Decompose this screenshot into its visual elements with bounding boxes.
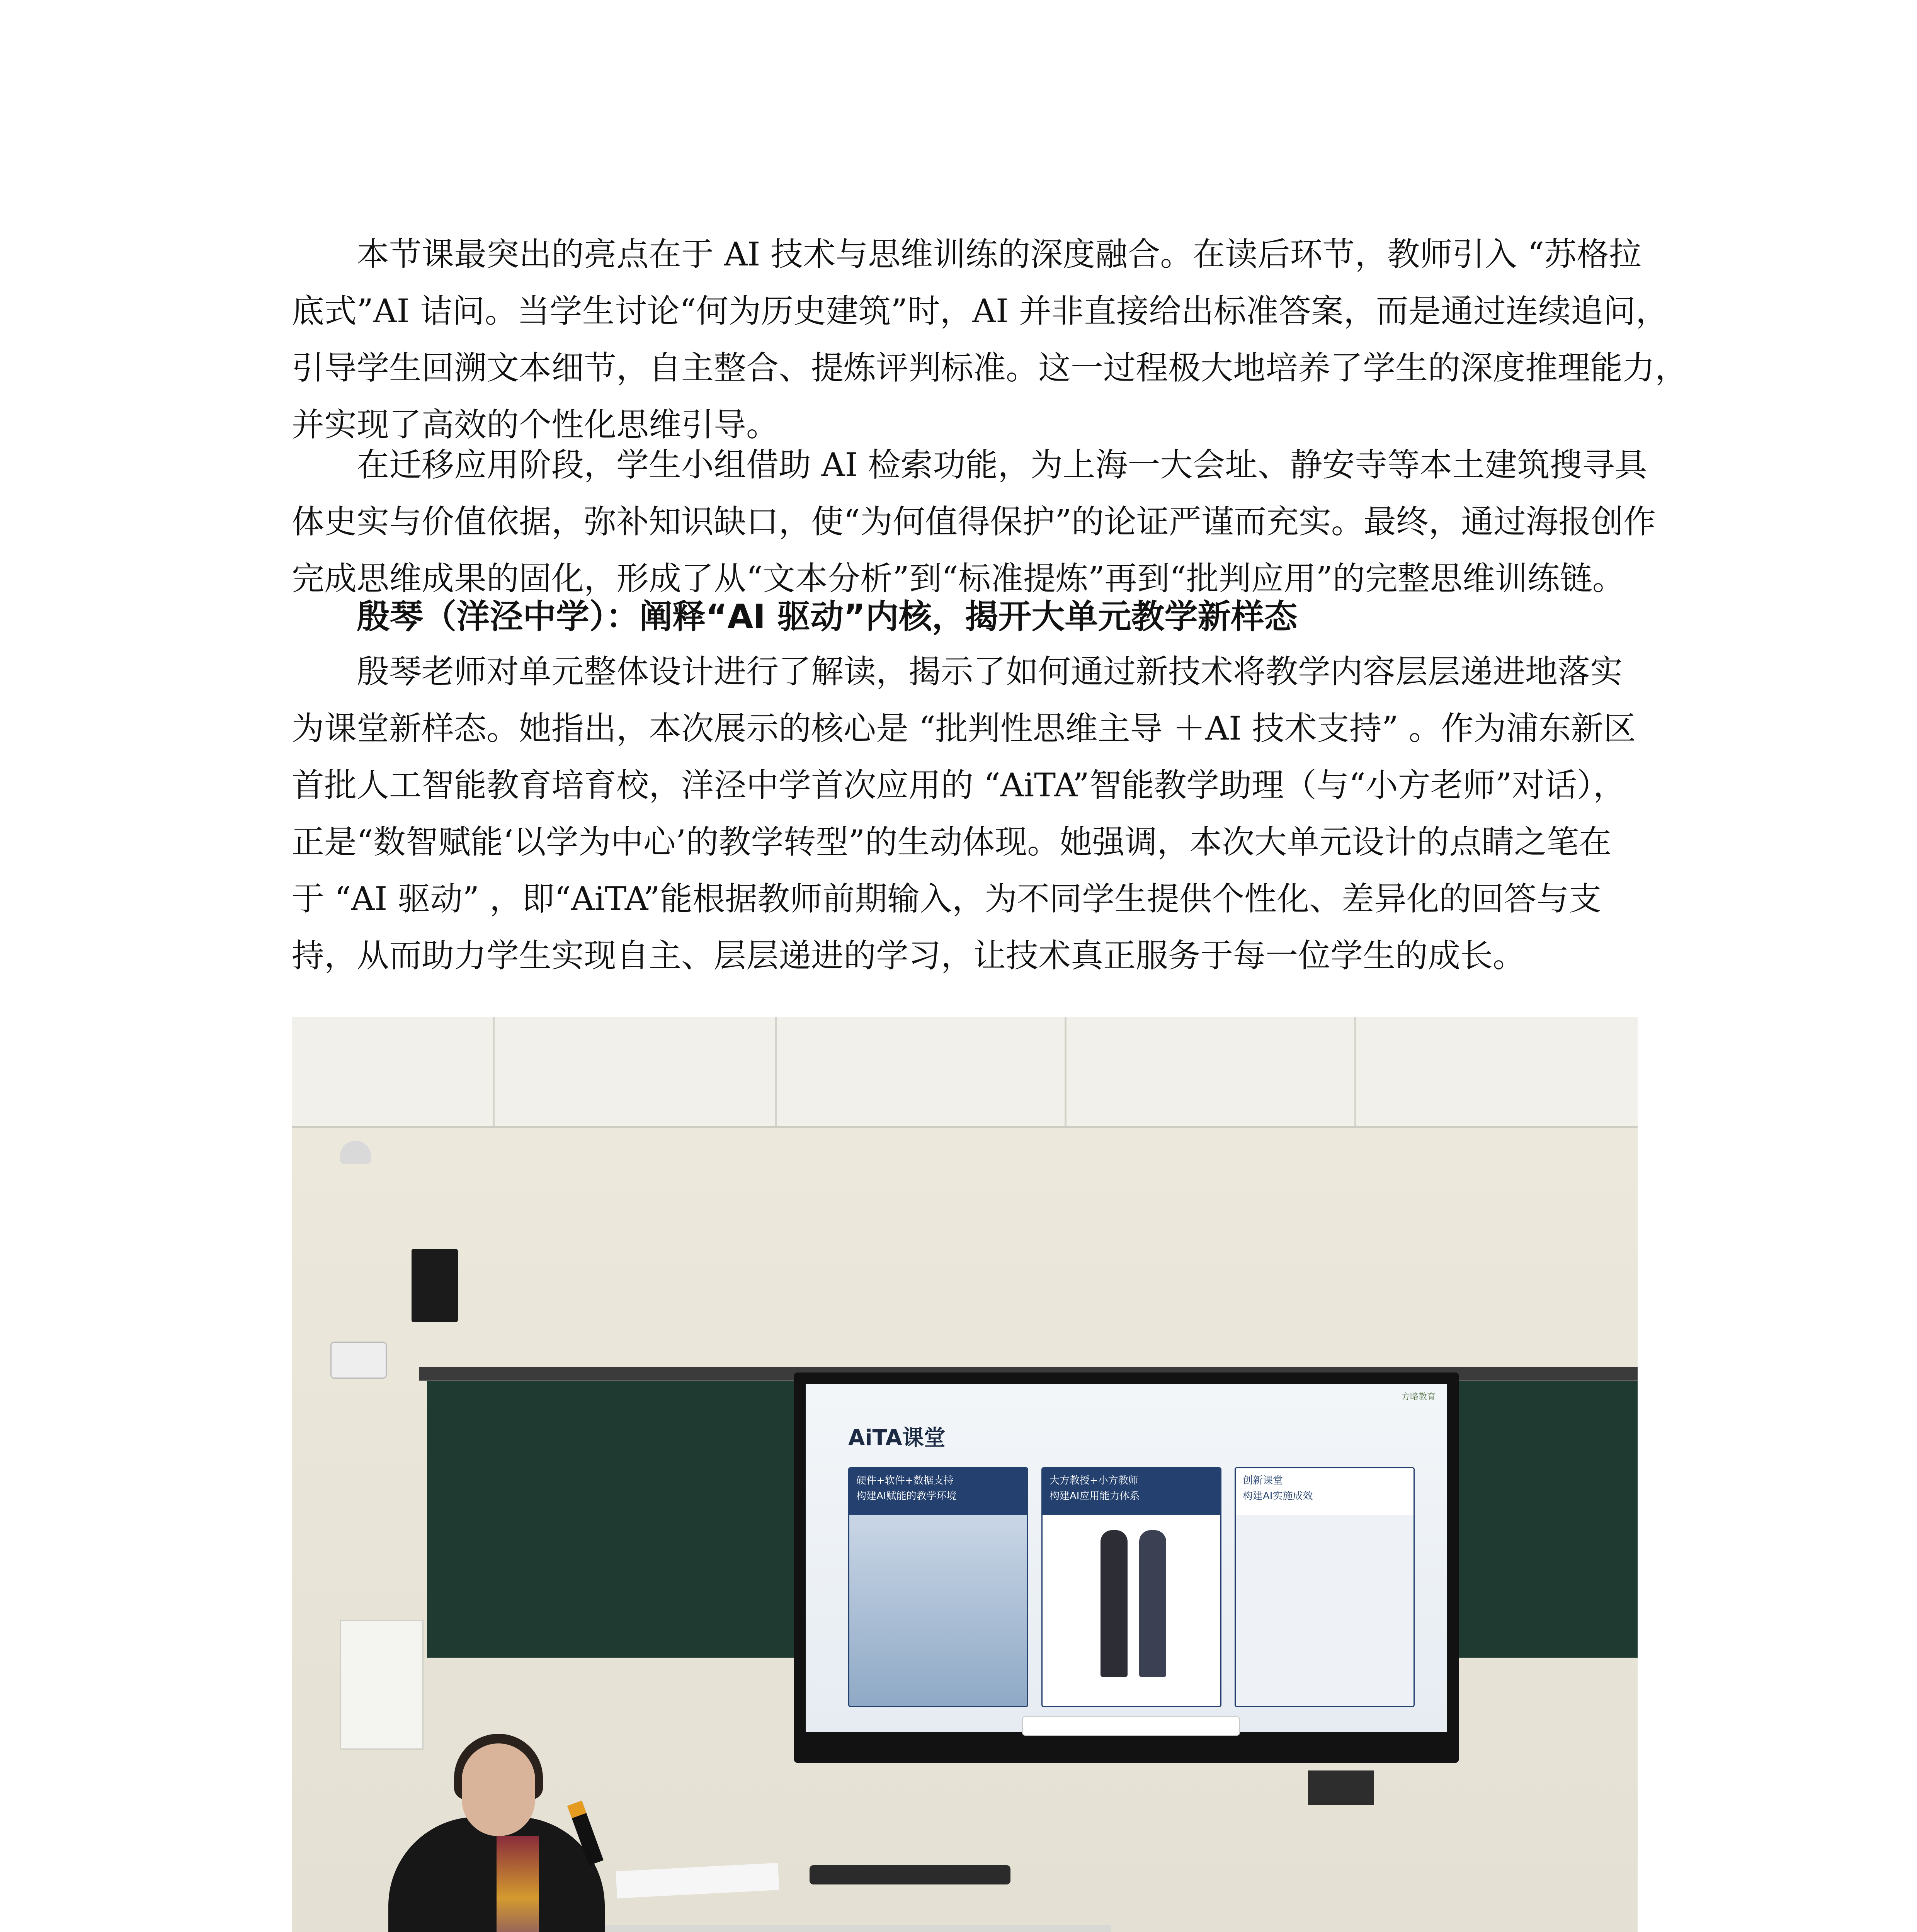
paragraph-highlight [292,226,1688,453]
slide-logo: 方略教育 [1401,1392,1436,1402]
card-header [849,1468,1027,1515]
ceiling-seam [493,1017,495,1126]
card-header [1043,1468,1220,1515]
scarf [497,1836,539,1932]
classroom-photo [292,1017,1638,1932]
card-header [1236,1468,1414,1515]
paragraph-yinqin [292,643,1638,984]
text-line: 并实现了高效的个性化思维引导。 [292,406,779,444]
text-line: 为课堂新样态。她指出，本次展示的核心是 “批判性思维主导 ＋AI 技术支持” 。作为浦东新区 [292,709,1636,747]
ceiling-seam [1354,1017,1356,1126]
paragraph-transfer [292,437,1656,607]
card-list [1236,1515,1414,1706]
slide-toolbar [1022,1716,1240,1736]
avatar-figure [1139,1530,1166,1677]
speaker-face [462,1743,535,1836]
text-line: 完成思维成果的固化，形成了从“文本分析”到“标准提炼”再到“批判应用”的完整思维训练链。 [292,560,1625,597]
text-line: 持，从而助力学生实现自主、层层递进的学习，让技术真正服务于每一位学生的成长。 [292,937,1526,975]
ceiling-seam [775,1017,777,1126]
ceiling-seam [1065,1017,1067,1126]
card-line: 构建AI赋能的教学环境 [856,1490,957,1502]
slide-card [1235,1467,1415,1707]
text-line: 正是“数智赋能‘以学为中心’的教学转型”的生动体现。她强调，本次大单元设计的点睛之笔在 [292,823,1612,861]
card-line: 构建AI应用能力体系 [1050,1490,1140,1502]
card-line: 构建AI实施成效 [1243,1490,1313,1502]
chalkboard-right [1455,1381,1638,1658]
wall-speaker [412,1249,458,1322]
wall-panel [340,1620,424,1750]
ptz-camera [330,1342,387,1379]
section-heading-yinqin: 殷琴（洋泾中学）：阐释“AI 驱动”内核，揭开大单元教学新样态 [357,597,1298,636]
card-line: 大方教授+小方教师 [1050,1475,1138,1486]
text-line: 引导学生回溯文本细节，自主整合、提炼评判标准。这一过程极大地培养了学生的深度推理能力， [292,349,1688,387]
avatar-render [1043,1515,1220,1706]
card-line: 硬件+软件+数据支持 [856,1475,954,1486]
text-line: 于 “AI 驱动” ，即“AiTA”能根据教师前期输入，为不同学生提供个性化、差异化的回答与支 [292,880,1602,918]
text-line: 底式”AI 诘问。当学生讨论“何为历史建筑”时，AI 并非直接给出标准答案，而是通过连续追问， [292,292,1668,330]
slide-card [1041,1467,1221,1707]
slide [806,1384,1447,1732]
podium [535,1925,1111,1932]
ceiling [292,1017,1638,1128]
text-line: 体史实与价值依据，弥补知识缺口，使“为何值得保护”的论证严谨而充实。最终，通过海报创作 [292,503,1656,541]
text-line: 本节课最突出的亮点在于 AI 技术与思维训练的深度融合。在读后环节，教师引入 “苏格拉 [357,235,1641,273]
text-line: 在迁移应用阶段，学生小组借助 AI 检索功能，为上海一大会址、静安寺等本土建筑搜寻具 [357,446,1647,484]
slide-card [848,1467,1028,1707]
card-line: 创新课堂 [1243,1475,1283,1486]
slide-title: AiTA课堂 [848,1425,946,1451]
wall-device [1308,1770,1374,1805]
chalkboard-left [427,1381,798,1658]
text-line: 首批人工智能教育培育校，洋泾中学首次应用的 “AiTA”智能教学助理（与“小方老师”对话）， [292,766,1626,804]
text-line: 殷琴老师对单元整体设计进行了解读，揭示了如何通过新技术将教学内容层层递进地落实 [357,653,1623,690]
laptop [810,1865,1010,1884]
avatar-figure [1101,1530,1128,1677]
classroom-render [849,1515,1027,1706]
